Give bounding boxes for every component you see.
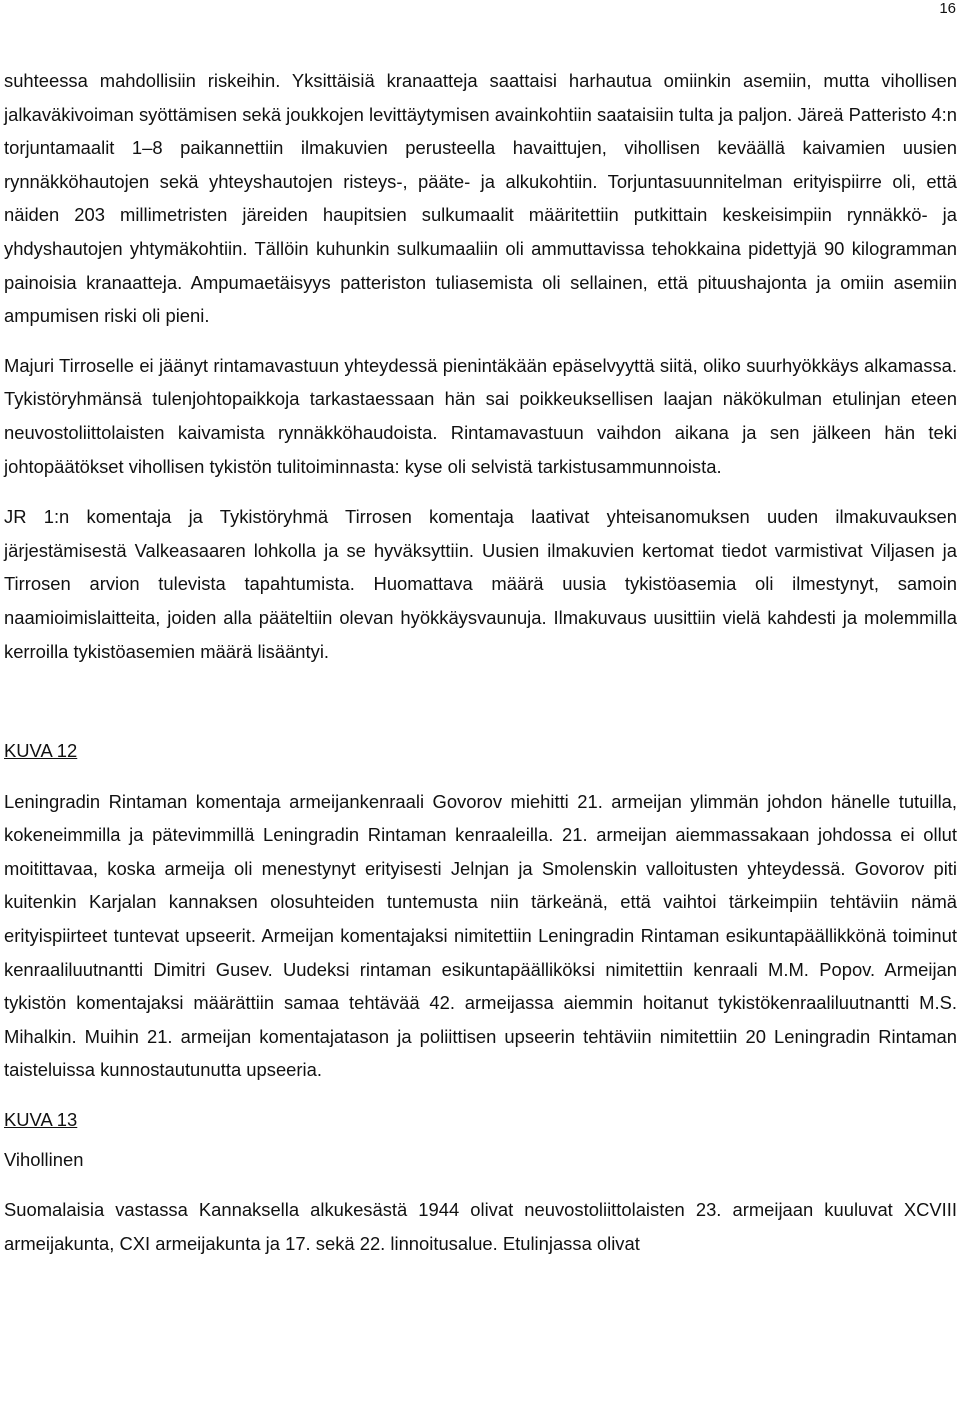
figure-caption-kuva-13: KUVA 13 <box>4 1109 78 1131</box>
paragraph-5: Suomalaisia vastassa Kannaksella alkukesästä 1944 olivat neuvostoliittolaisten 23. armeijaan kuuluvat XCVIII armeijakunta, CXI armeijakunta ja 17. sekä 22. linnoitusalue. Etulinjassa olivat <box>4 1199 957 1254</box>
figure-caption-kuva-12: KUVA 12 <box>4 740 78 762</box>
paragraph-2: Majuri Tirroselle ei jäänyt rintamavastuun yhteydessä pienintäkään epäselvyyttä siitä, oliko suurhyökkäys alkamassa. Tykistöryhmänsä tulenjohtopaikkoja tarkastaessaan hän sai poikkeuksellisen laajan näkökulman etulinjan eteen neuvostoliittolaisten kaivamista rynnäkköhaudoista. Rintamavastuun vaihdon aikana ja sen jälkeen hän teki johtopäätökset vihollisen tykistön tulitoiminnasta: kyse oli selvistä tarkistusammunnoista. <box>4 354 957 477</box>
paragraph-4: Leningradin Rintaman komentaja armeijankenraali Govorov miehitti 21. armeijan ylimmän johdon hänelle tutuilla, kokeneimmilla ja pätevimmillä Leningradin Rintaman kenraaleilla. 21. armeijan aiemmassakaan johdossa ei ollut moitittavaa, koska armeija oli menestynyt erityisesti Jelnjan ja Smolenskin valloitusten yhteydessä. Govorov piti kuitenkin Karjalan kannaksen olosuhteiden tuntemusta niin tärkeänä, että vaihtoi tärkeimpiin tehtäviin nämä erityispiirteet tuntevat upseerit. Armeijan komentajaksi nimitettiin Leningradin Rintaman esikuntapäällikkönä toiminut kenraaliluutnantti Dimitri Gusev. Uudeksi rintaman esikuntapäälliköksi nimitettiin kenraali M.M. Popov. Armeijan tykistön komentajaksi määrättiin samaa tehtävää 42. armeijassa aiemmin hoitanut tykistökenraaliluutnantti M.S. Mihalkin. Muihin 21. armeijan komentajatason ja poliittisen upseerin tehtäviin nimitettiin 20 Leningradin Rintaman taisteluissa kunnostautunutta upseeria. <box>4 790 957 1081</box>
paragraph-1: suhteessa mahdollisiin riskeihin. Yksittäisiä kranaatteja saattaisi harhautua omiinkin asemiin, mutta vihollisen jalkaväkivoiman syöttämisen sekä joukkojen levittäytymisen avainkohtiin saataisiin tulta ja paljon. Järeä Patteristo 4:n torjuntamaalit 1–8 paikannettiin ilmakuvien perusteella havaittujen, vihollisen keväällä kaivamien uusien rynnäkköhautojen sekä yhteyshautojen risteys-, pääte- ja alkukohtiin. Torjuntasuunnitelman erityispiirre oli, että näiden 203 millimetristen järeiden haupitsien sulkumaalit määritettiin putkittain keskeisimpiin rynnäkkö- ja yhdyshautojen yhtymäkohtiin. Tällöin kuhunkin sulkumaaliin oli ammuttavissa tehokkaina pidettyjä 90 kilogramman painoisia kranaatteja. Ampumaetäisyys patteriston tuliasemista oli sellainen, että pituushajonta ja omiin asemiin ampumisen riski oli pieni. <box>4 70 957 327</box>
paragraph-3: JR 1:n komentaja ja Tykistöryhmä Tirrosen komentaja laativat yhteisanomuksen uuden ilmakuvauksen järjestämisestä Valkeasaaren lohkolla ja se hyväksyttiin. Uusien ilmakuvien kertomat tiedot varmistivat Viljasen ja Tirrosen arvion tulevista tapahtumista. Huomattava määrä uusia tykistöasemia oli ilmestynyt, samoin naamioimislaitteita, joiden alla pääteltiin olevan hyökkäysvaunuja. Ilmakuvaus uusittiin vielä kahdesti ja molemmilla kerroilla tykistöasemien määrä lisääntyi. <box>4 506 957 662</box>
document-body <box>4 64 957 1260</box>
page-number: 16 <box>939 0 956 17</box>
section-heading-vihollinen: Vihollinen <box>4 1148 84 1170</box>
